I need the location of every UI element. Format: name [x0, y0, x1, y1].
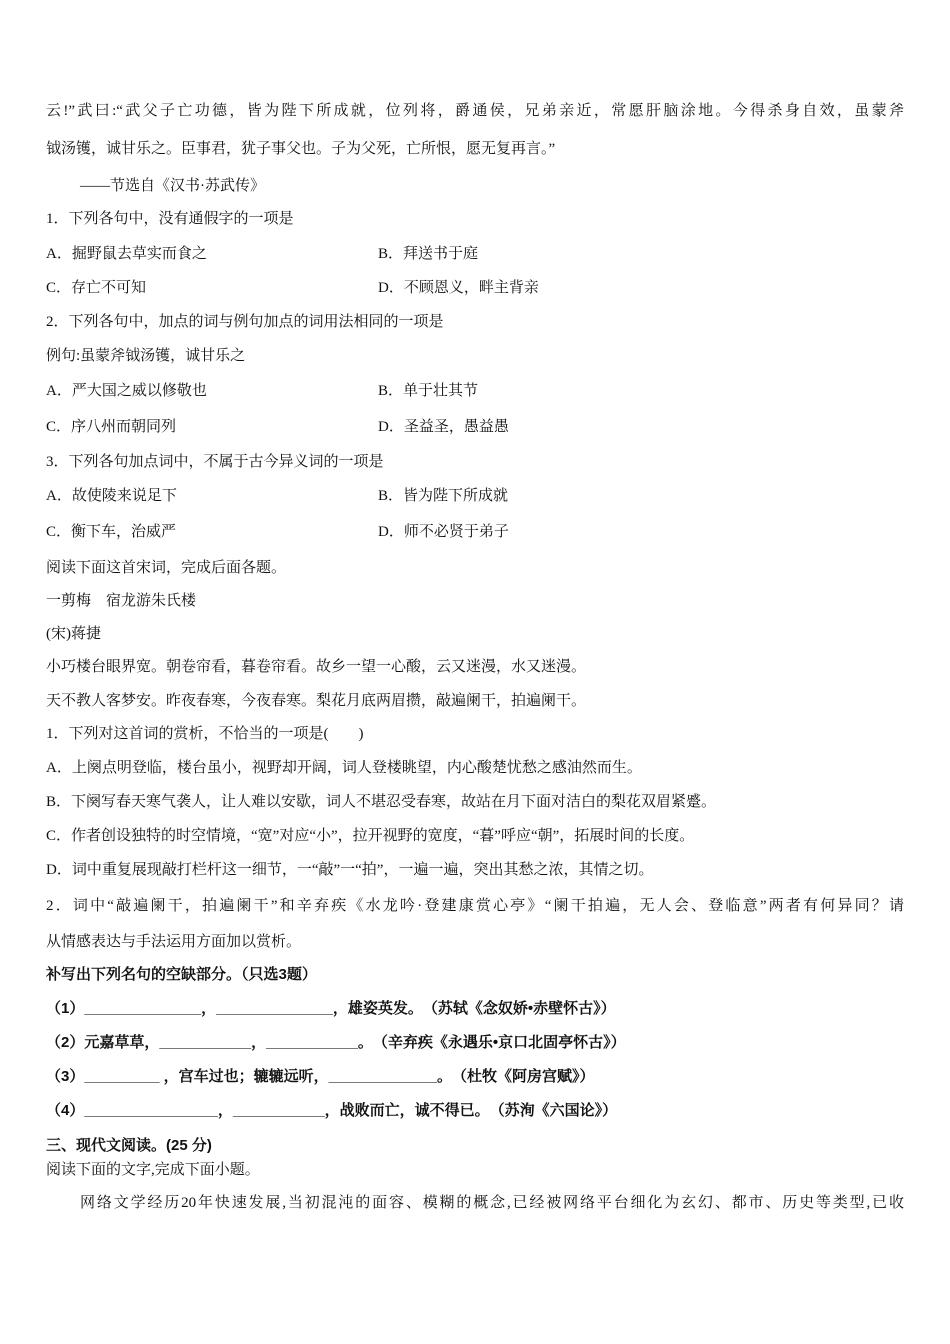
q2-example: 例句:虽蒙斧钺汤镬，诚甘乐之: [46, 348, 246, 364]
passage-line-2: 钺汤镬，诚甘乐之。臣事君，犹子事父也。子为父死，亡所恨，愿无复再言。”: [46, 141, 556, 157]
q3-stem: 3．下列各句加点词中，不属于古今异义词的一项是: [46, 454, 384, 470]
q1-stem: 1．下列各句中，没有通假字的一项是: [46, 211, 294, 227]
q2-option-a: A．严大国之威以修敬也: [46, 383, 207, 399]
q1-option-d: D．不顾恩义，畔主背亲: [378, 280, 539, 296]
poem-intro: 阅读下面这首宋词，完成后面各题。: [46, 560, 287, 576]
poem-q2-line-1: 2．词中“敲遍阑干，拍遍阑干”和辛弃疾《水龙吟·登建康赏心亭》“阑干拍遍，无人会、登临意”两者有何异同？请: [46, 898, 904, 914]
section3-intro: 阅读下面的文字,完成下面小题。: [46, 1162, 260, 1178]
fill-item-3: （3）_________ ，宫车过也；辘辘远听，_____________。 （杜牧《阿房宫赋》）: [46, 1068, 595, 1085]
fill-title: 补写出下列名句的空缺部分。（只选3题）: [46, 966, 317, 983]
poem-q1-option-d: D．词中重复展现敲打栏杆这一细节，一“敲”一“拍”，一遍一遍，突出其愁之浓，其情之切。: [46, 862, 654, 878]
fill-item-1: （1）______________，______________，雄姿英发。 （苏轼《念奴娇•赤壁怀古》）: [46, 1000, 616, 1017]
q2-stem: 2．下列各句中，加点的词与例句加点的词用法相同的一项是: [46, 314, 444, 330]
poem-author: (宋)蒋捷: [46, 626, 101, 642]
q2-option-c: C．序八州而朝同列: [46, 419, 177, 435]
q2-option-b: B．单于壮其节: [378, 383, 479, 399]
q3-option-b: B．皆为陛下所成就: [378, 488, 509, 504]
q2-option-d: D．圣益圣，愚益愚: [378, 419, 509, 435]
poem-q1-option-a: A．上阕点明登临，楼台虽小，视野却开阔，词人登楼眺望，内心酸楚忧愁之感油然而生。: [46, 760, 642, 776]
q3-option-a: A．故使陵来说足下: [46, 488, 177, 504]
passage-source: ——节选自《汉书·苏武传》: [80, 178, 265, 194]
poem-q2-line-2: 从情感表达与手法运用方面加以赏析。: [46, 934, 302, 950]
q3-option-d: D．师不必贤于弟子: [378, 524, 509, 540]
poem-q1-option-c: C．作者创设独特的时空情境，“宽”对应“小”，拉开视野的宽度，“暮”呼应“朝”，拓展时间的长度。: [46, 828, 695, 844]
section3-title: 三、现代文阅读。(25 分): [46, 1137, 212, 1154]
q3-option-c: C．衡下车，治威严: [46, 524, 177, 540]
q1-option-b: B．拜送书于庭: [378, 246, 479, 262]
poem-q1-option-b: B．下阕写春天寒气袭人，让人难以安歇，词人不堪忍受春寒，故站在月下面对洁白的梨花双眉紧蹙。: [46, 794, 717, 810]
q1-option-a: A．掘野鼠去草实而食之: [46, 246, 207, 262]
poem-line-1: 小巧楼台眼界宽。朝卷帘看，暮卷帘看。故乡一望一心酸，云又迷漫，水又迷漫。: [46, 659, 587, 675]
poem-q1-stem: 1．下列对这首词的赏析，不恰当的一项是( ): [46, 726, 364, 742]
passage-line-1: 云!”武曰:“武父子亡功德，皆为陛下所成就，位列将，爵通侯，兄弟亲近，常愿肝脑涂地。今得杀身自效，虽蒙斧: [46, 103, 904, 119]
section3-paragraph: 网络文学经历20年快速发展,当初混沌的面容、模糊的概念,已经被网络平台细化为玄幻、都市、历史等类型,已收: [80, 1195, 904, 1211]
fill-item-2: （2）元嘉草草，___________，___________。 （辛弃疾《永遇乐•京口北固亭怀古》）: [46, 1034, 626, 1051]
fill-item-4: （4）________________，___________，战败而亡，诚不得已。 （苏洵《六国论》）: [46, 1102, 618, 1119]
poem-title: 一剪梅 宿龙游朱氏楼: [46, 593, 197, 609]
poem-line-2: 天不教人客梦安。昨夜春寒，今夜春寒。梨花月底两眉攒，敲遍阑干，拍遍阑干。: [46, 693, 587, 709]
q1-option-c: C．存亡不可知: [46, 280, 147, 296]
